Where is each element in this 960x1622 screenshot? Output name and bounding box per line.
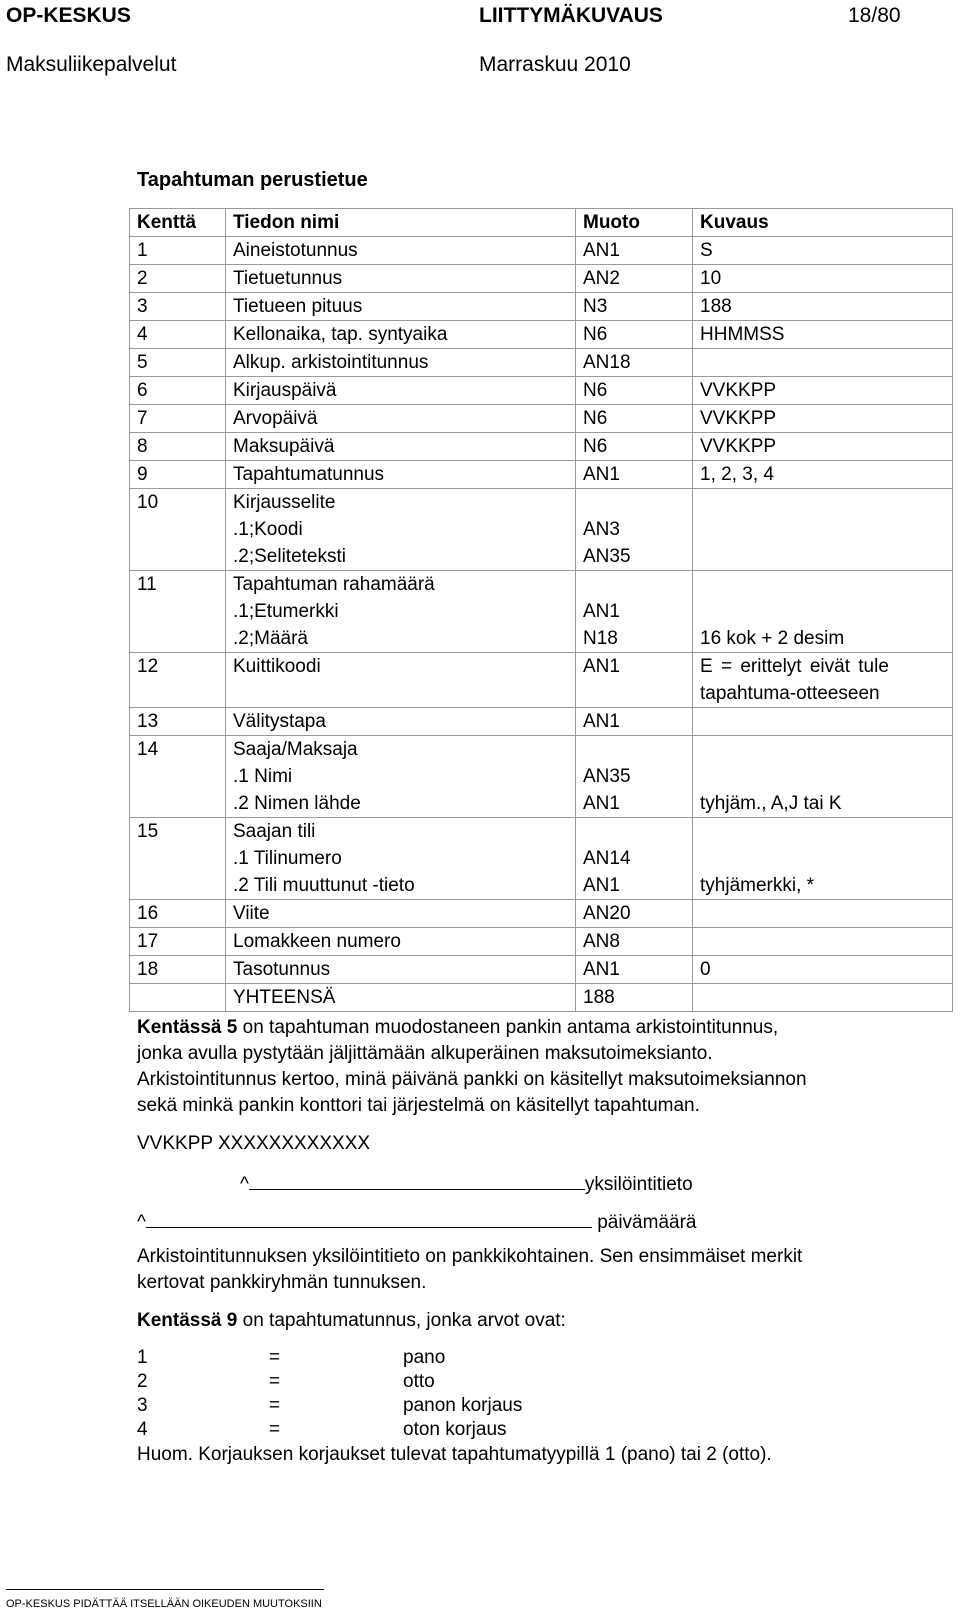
subfield-format: AN35 xyxy=(583,766,631,787)
table-row xyxy=(130,900,953,928)
caret-label: päivämäärä xyxy=(591,1212,697,1233)
field-format: AN1 xyxy=(576,708,693,736)
table-row xyxy=(130,736,953,818)
subfield-description: tyhjäm., A,J tai K xyxy=(700,793,842,814)
field-format xyxy=(576,571,693,653)
field-description: HHMMSS xyxy=(693,321,953,349)
field-name: Kellonaika, tap. syntyaika xyxy=(226,321,576,349)
field-format: AN8 xyxy=(576,928,693,956)
field-description xyxy=(693,708,953,736)
field-format xyxy=(576,818,693,900)
field-number: 2 xyxy=(130,265,226,293)
code-value: 1 xyxy=(137,1347,148,1368)
table-row xyxy=(130,461,953,489)
paragraph-line: Arkistointitunnuksen yksilöintitieto on pankkikohtainen. Sen ensimmäiset merkit xyxy=(137,1246,803,1267)
subfield-name: .1;Koodi xyxy=(233,519,303,540)
paragraph-line: sekä minkä pankin konttori tai järjestelmä on käsitellyt tapahtuman. xyxy=(137,1095,700,1116)
field-name: Tapahtumatunnus xyxy=(226,461,576,489)
subfield-format: AN35 xyxy=(583,546,631,567)
column-header: Muoto xyxy=(576,209,693,237)
field-description xyxy=(693,900,953,928)
field-name: Kuittikoodi xyxy=(226,653,576,708)
subfield-format: AN1 xyxy=(583,601,620,622)
table-row xyxy=(130,293,953,321)
subfield-format: AN1 xyxy=(583,793,620,814)
field-format: N6 xyxy=(576,377,693,405)
footer-text: OP-KESKUS PIDÄTTÄÄ ITSELLÄÄN OIKEUDEN MUUTOKSIIN xyxy=(6,1598,322,1610)
field-name: Tietueen pituus xyxy=(226,293,576,321)
field-name: Kirjauspäivä xyxy=(226,377,576,405)
table-row xyxy=(130,708,953,736)
field-description: S xyxy=(693,237,953,265)
table-total-row xyxy=(130,984,953,1012)
field-format xyxy=(576,489,693,571)
field-format: N6 xyxy=(576,405,693,433)
field-name: Tasotunnus xyxy=(226,956,576,984)
field-number: 12 xyxy=(130,653,226,708)
field-name-main: Kirjausselite xyxy=(233,492,336,513)
paragraph-line: kertovat pankkiryhmän tunnuksen. xyxy=(137,1272,427,1293)
footer-divider xyxy=(6,1589,324,1590)
table-row xyxy=(130,377,953,405)
document-date: Marraskuu 2010 xyxy=(479,53,631,76)
field-number: 7 xyxy=(130,405,226,433)
text: on tapahtumatunnus, jonka arvot ovat: xyxy=(237,1310,566,1331)
field-description: 10 xyxy=(693,265,953,293)
column-header: Kuvaus xyxy=(693,209,953,237)
field-description xyxy=(693,349,953,377)
field-format: AN1 xyxy=(576,653,693,708)
field-name: Tietuetunnus xyxy=(226,265,576,293)
field-description: VVKKPP xyxy=(693,377,953,405)
field-description: 1, 2, 3, 4 xyxy=(693,461,953,489)
field-format: N6 xyxy=(576,433,693,461)
field-name: Välitystapa xyxy=(226,708,576,736)
code-value: 3 xyxy=(137,1395,148,1416)
column-header: Kenttä xyxy=(130,209,226,237)
field-description: 0 xyxy=(693,956,953,984)
field-number: 3 xyxy=(130,293,226,321)
field-name: Viite xyxy=(226,900,576,928)
field-name: Arvopäivä xyxy=(226,405,576,433)
field-table xyxy=(129,208,953,1012)
field-number: 5 xyxy=(130,349,226,377)
total-label: YHTEENSÄ xyxy=(226,984,576,1012)
paragraph-line xyxy=(137,1310,566,1332)
code-row xyxy=(137,1347,148,1369)
department-name: Maksuliikepalvelut xyxy=(6,53,177,76)
field-description xyxy=(693,984,953,1012)
code-equals: = xyxy=(269,1419,281,1440)
field-name: Alkup. arkistointitunnus xyxy=(226,349,576,377)
field-name xyxy=(226,571,576,653)
document-title: LIITTYMÄKUVAUS xyxy=(479,4,663,27)
caret-line-date xyxy=(137,1209,696,1234)
field-description xyxy=(693,928,953,956)
code-equals: = xyxy=(269,1347,281,1368)
underline xyxy=(146,1209,592,1228)
field-number: 10 xyxy=(130,489,226,571)
table-row xyxy=(130,489,953,571)
format-line: VVKKPP XXXXXXXXXXXX xyxy=(137,1133,371,1154)
subfield-name: .2;Määrä xyxy=(233,628,308,649)
subfield-name: .2 Tili muuttunut -tieto xyxy=(233,875,415,896)
field-description: VVKKPP xyxy=(693,405,953,433)
field-format: N6 xyxy=(576,321,693,349)
table-row xyxy=(130,571,953,653)
table-row xyxy=(130,433,953,461)
field-number: 8 xyxy=(130,433,226,461)
table-row xyxy=(130,349,953,377)
emphasis: Kentässä 9 xyxy=(137,1310,238,1331)
caret: ^ xyxy=(240,1174,249,1195)
field-description xyxy=(693,818,953,900)
field-name-main: Saaja/Maksaja xyxy=(233,739,358,760)
field-number: 4 xyxy=(130,321,226,349)
field-format: AN2 xyxy=(576,265,693,293)
table-row xyxy=(130,928,953,956)
table-header-row xyxy=(130,209,953,237)
text: on tapahtuman muodostaneen pankin antama arkistointitunnus, xyxy=(237,1017,779,1038)
paragraph-line xyxy=(137,1017,778,1039)
subfield-name: .2 Nimen lähde xyxy=(233,793,361,814)
field-number: 9 xyxy=(130,461,226,489)
field-name: Maksupäivä xyxy=(226,433,576,461)
subfield-name: .2;Seliteteksti xyxy=(233,546,346,567)
field-format: AN18 xyxy=(576,349,693,377)
emphasis: Kentässä 5 xyxy=(137,1017,238,1038)
field-name: Aineistotunnus xyxy=(226,237,576,265)
caret-line-identifier xyxy=(240,1171,693,1196)
field-number: 11 xyxy=(130,571,226,653)
code-equals: = xyxy=(269,1395,281,1416)
field-format: AN20 xyxy=(576,900,693,928)
field-name: Lomakkeen numero xyxy=(226,928,576,956)
field-format: AN1 xyxy=(576,461,693,489)
field-description xyxy=(693,736,953,818)
field-description xyxy=(693,489,953,571)
code-value: 4 xyxy=(137,1419,148,1440)
underline xyxy=(249,1171,585,1190)
field-description xyxy=(693,571,953,653)
field-number: 15 xyxy=(130,818,226,900)
table-row xyxy=(130,265,953,293)
caret-label: yksilöintitieto xyxy=(584,1174,693,1195)
table-row xyxy=(130,237,953,265)
code-equals: = xyxy=(269,1371,281,1392)
code-value: 2 xyxy=(137,1371,148,1392)
caret: ^ xyxy=(137,1212,146,1233)
table-row xyxy=(130,653,953,708)
subfield-format: AN3 xyxy=(583,519,620,540)
field-description: VVKKPP xyxy=(693,433,953,461)
field-number: 14 xyxy=(130,736,226,818)
field-format: AN1 xyxy=(576,237,693,265)
table-row xyxy=(130,321,953,349)
subfield-name: .1 Nimi xyxy=(233,766,293,787)
code-label: oton korjaus xyxy=(403,1419,507,1440)
field-format: AN1 xyxy=(576,956,693,984)
subfield-name: .1;Etumerkki xyxy=(233,601,339,622)
field-description: 188 xyxy=(693,293,953,321)
field-format: N3 xyxy=(576,293,693,321)
field-number: 13 xyxy=(130,708,226,736)
subfield-name: .1 Tilinumero xyxy=(233,848,342,869)
section-title: Tapahtuman perustietue xyxy=(137,169,368,191)
table-row xyxy=(130,405,953,433)
field-name xyxy=(226,489,576,571)
field-description: E = erittelyt eivät tule tapahtuma-otteeseen xyxy=(693,653,953,708)
field-name xyxy=(226,818,576,900)
column-header: Tiedon nimi xyxy=(226,209,576,237)
field-name-main: Tapahtuman rahamäärä xyxy=(233,574,435,595)
subfield-format: AN14 xyxy=(583,848,631,869)
subfield-format: AN1 xyxy=(583,875,620,896)
paragraph-line: Arkistointitunnus kertoo, minä päivänä pankki on käsitellyt maksutoimeksiannon xyxy=(137,1069,807,1090)
field-number: 16 xyxy=(130,900,226,928)
paragraph-line: jonka avulla pystytään jäljittämään alkuperäinen maksutoimeksianto. xyxy=(137,1043,713,1064)
field-name xyxy=(226,736,576,818)
subfield-description: tyhjämerkki, * xyxy=(700,875,815,896)
code-label: otto xyxy=(403,1371,435,1392)
field-number: 18 xyxy=(130,956,226,984)
subfield-format: N18 xyxy=(583,628,618,649)
code-label: pano xyxy=(403,1347,446,1368)
field-number: 17 xyxy=(130,928,226,956)
org-name: OP-KESKUS xyxy=(6,4,131,27)
field-number xyxy=(130,984,226,1012)
code-label: panon korjaus xyxy=(403,1395,523,1416)
total-value: 188 xyxy=(576,984,693,1012)
page-number: 18/80 xyxy=(848,4,901,27)
note: Huom. Korjauksen korjaukset tulevat tapahtumatyypillä 1 (pano) tai 2 (otto). xyxy=(137,1444,772,1465)
field-name-main: Saajan tili xyxy=(233,821,316,842)
field-number: 6 xyxy=(130,377,226,405)
field-format xyxy=(576,736,693,818)
table-row xyxy=(130,956,953,984)
table-row xyxy=(130,818,953,900)
subfield-description: 16 kok + 2 desim xyxy=(700,628,845,649)
field-number: 1 xyxy=(130,237,226,265)
